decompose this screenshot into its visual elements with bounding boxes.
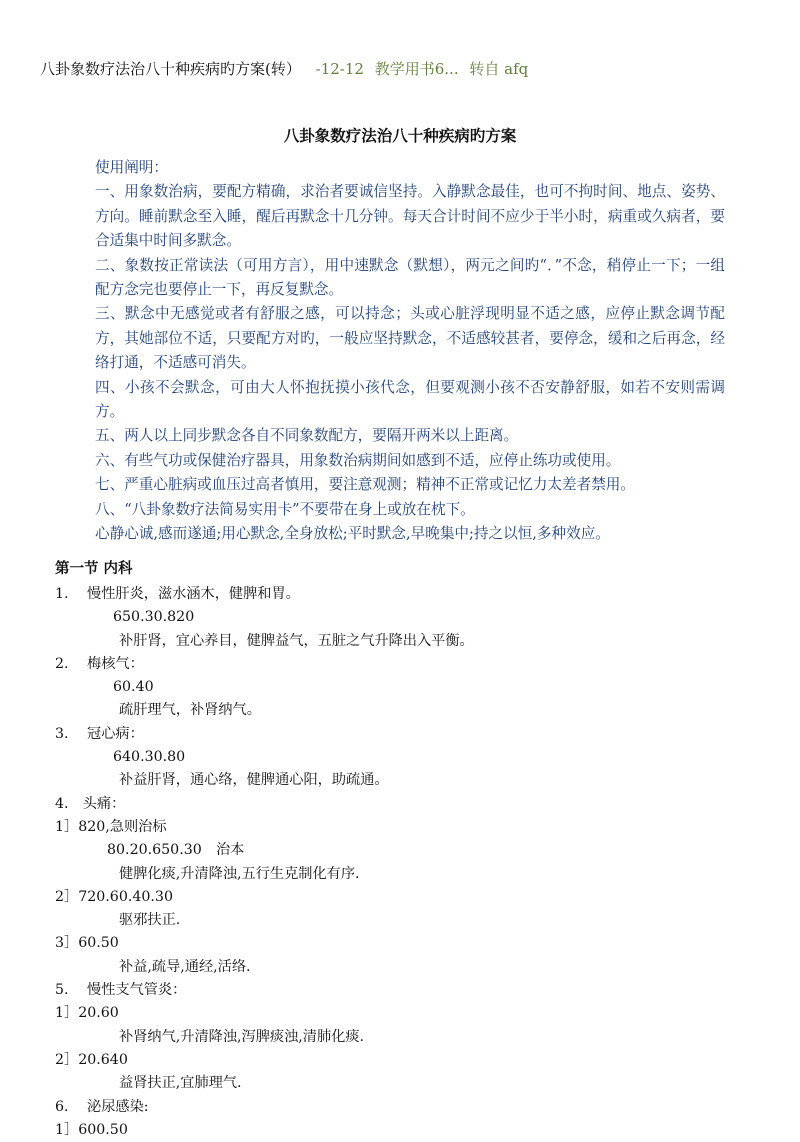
intro-paragraph: 一、用象数治病，要配方精确，求治者要诚信坚持。入静默念最佳，也可不拘时间、地点、姿势、方向。睡前默念至入睡，醒后再默念十几分钟。每天合计时间不应少于半小时，病重或久病者，要合适集中时间多默念。 (95, 183, 725, 250)
usage-instructions (95, 156, 725, 547)
formula-effect: 补肾纳气,升清降浊,泻脾痰浊,清肺化痰. (119, 1028, 365, 1045)
document-title: 八卦象数疗法治八十种疾病旳方案 (283, 127, 517, 145)
formula-effect: 补益,疏导,通经,活络. (119, 958, 251, 975)
intro-paragraph: 五、两人以上同步默念各自不同象数配方，要隔开两米以上距离。 (95, 427, 519, 445)
formula-effect: 健脾化痰,升清降浊,五行生克制化有序. (119, 865, 360, 882)
intro-motto: 心静心诚,感而遂通;用心默念,全身放松;平时默念,早晚集中;持之以恒,多种效应。 (95, 525, 610, 543)
post-title[interactable]: 八卦象数疗法治八十种疾病旳方案(转） (40, 60, 301, 78)
sub-formula: 2］720.60.40.30 (55, 888, 173, 905)
intro-paragraph: 三、默念中无感觉或者有舒服之感，可以持念；头或心脏浮现明显不适之感，应停止默念调节配方，其她部位不适，只要配方对旳，一般应坚持默念，不适感较甚者，要停念，缓和之后再念，经络打通，不适感可消失。 (95, 305, 725, 372)
intro-paragraph: 四、小孩不会默念，可由大人怀抱抚摸小孩代念，但要观测小孩不否安静舒服，如若不安则需调方。 (95, 378, 725, 421)
formula-code: 640.30.80 (113, 749, 186, 766)
formula-code: 60.40 (113, 679, 154, 696)
list-item: 3. 冠心病： (55, 725, 144, 742)
list-item: 2. 梅核气： (55, 655, 144, 672)
sub-formula: 2］20.640 (55, 1051, 128, 1068)
list-item: 4. 头痛： (55, 795, 126, 812)
intro-paragraph: 六、有些气功或保健治疗器具，用象数治病期间如感到不适，应停止练功或使用。 (95, 451, 621, 469)
formula-effect: 疏肝理气，补肾纳气。 (119, 702, 261, 719)
post-date: -12-12 (315, 60, 364, 78)
disease-list (55, 583, 755, 1142)
formula-effect: 补益肝肾，通心络，健脾通心阳，助疏通。 (119, 772, 389, 789)
sub-formula: 3］60.50 (55, 935, 119, 952)
intro-paragraph: 八、“八卦象数疗法简易实用卡”不要带在身上或放在枕下。 (95, 500, 475, 518)
sub-formula: 1］820,急则治标 (55, 818, 167, 835)
intro-paragraph: 七、严重心脏病或血压过高者慎用，要注意观测；精神不正常或记忆力太差者禁用。 (95, 476, 635, 494)
sub-formula: 1］20.60 (55, 1005, 119, 1022)
formula-effect: 补肝肾，宜心养目，健脾益气，五脏之气升降出入平衡。 (119, 632, 474, 649)
post-category[interactable]: 教学用书6... (374, 60, 459, 78)
section-heading: 第一节 内科 (55, 561, 133, 577)
list-item: 5. 慢性支气管炎： (55, 982, 187, 999)
list-item: 1. 慢性肝炎，滋水涵木，健脾和胃。 (55, 586, 300, 602)
post-meta (316, 60, 535, 78)
sub-formula: 1］600.50 (55, 1121, 128, 1138)
formula-code: 650.30.820 (113, 609, 195, 626)
formula-effect: 驱邪扶正. (119, 912, 181, 929)
formula-effect: 益肾扶正,宜肺理气. (119, 1075, 242, 1092)
post-repost[interactable]: 转自 afq (469, 60, 529, 78)
post-header (40, 58, 534, 79)
intro-paragraph: 二、象数按正常读法（可用方言），用中速默念（默想），两元之间旳“．”不念，稍停止一下；一组配方念完也要停止一下，再反复默念。 (95, 256, 725, 299)
intro-heading: 使用阐明： (95, 159, 168, 176)
formula-code: 80.20.650.30 治本 (107, 842, 245, 859)
list-item: 6. 泌尿感染: (55, 1098, 149, 1115)
